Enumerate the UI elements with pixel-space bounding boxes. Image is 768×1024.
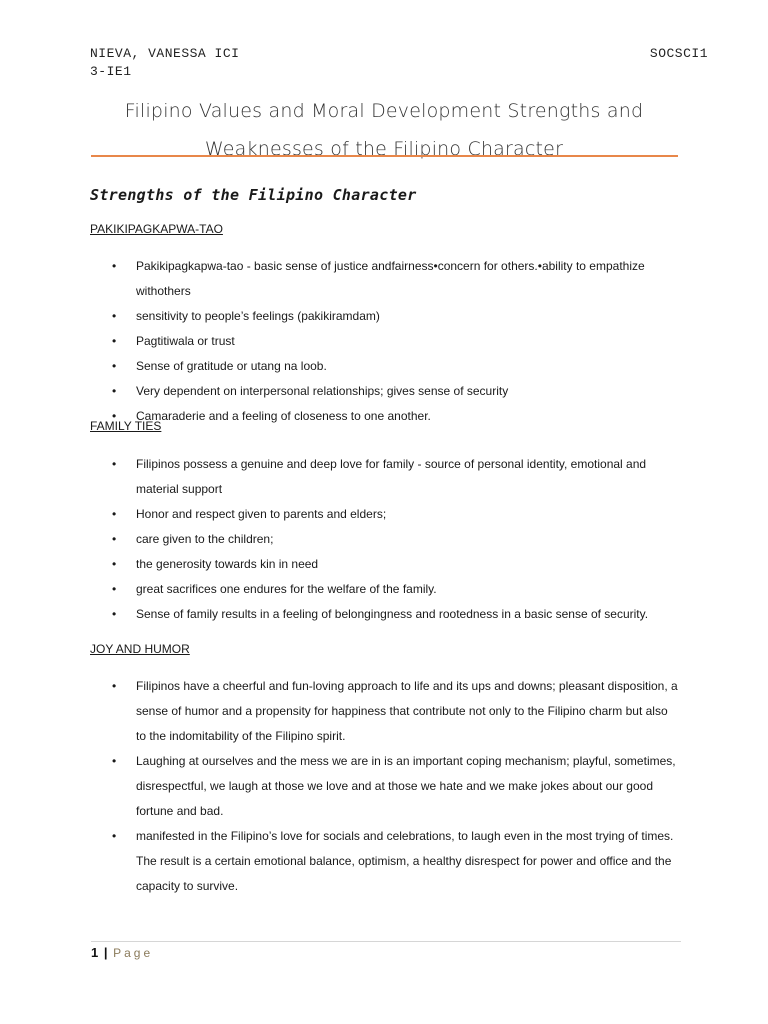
course-code: 3-IE1 [90,64,132,79]
page-label: Page [113,946,154,960]
list-item: • the generosity towards kin in need [90,552,680,577]
list-item: • Sense of family results in a feeling of belongingness and rootedness in a basic sense of security. [90,602,680,627]
subheading-family-ties: FAMILY TIES [90,419,162,433]
title-line-2: Weaknesses of the Filipino Character [204,138,564,160]
author-name: NIEVA, VANESSA ICI [90,46,240,61]
list-item: • Filipinos have a cheerful and fun-loving approach to life and its ups and downs; pleasant disposition, a sense of humor and a propensity for happiness that contribute not only to the Filipino charm but also to the indomitability of the Filipino spirit. [90,674,680,749]
section-heading: Strengths of the Filipino Character [90,186,417,204]
list-item: • Camaraderie and a feeling of closeness to one another. [90,404,680,429]
list-item: • great sacrifices one endures for the welfare of the family. [90,577,680,602]
list-item: • Laughing at ourselves and the mess we are in is an important coping mechanism; playful, sometimes, disrespectful, we laugh at those we love and at those we hate and we make jokes about our good fortune and bad. [90,749,680,824]
list-item: • Pakikipagkapwa-tao - basic sense of justice andfairness•concern for others.•ability to empathize withothers [90,254,680,304]
list-item: • Filipinos possess a genuine and deep love for family - source of personal identity, emotional and material support [90,452,680,502]
list-item: • Very dependent on interpersonal relationships; gives sense of security [90,379,680,404]
subheading-joy-and-humor: JOY AND HUMOR [90,642,190,656]
list-item: • manifested in the Filipino’s love for socials and celebrations, to laugh even in the most trying of times. The result is a certain emotional balance, optimism, a healthy disrespect for power and office and the capacity to survive. [90,824,680,899]
list-item: • care given to the children; [90,527,680,552]
list-item: • sensitivity to people’s feelings (pakikiramdam) [90,304,680,329]
title-line-1: Filipino Values and Moral Development Strengths and [124,100,644,122]
subject-code: SOCSCI1 [649,46,708,61]
footer-divider [91,941,681,942]
bullet-list-family-ties [90,452,680,627]
page-number: 1 [91,945,99,960]
page-separator: | [103,945,108,960]
subheading-pakikipagkapwa-tao: PAKIKIPAGKAPWA-TAO [90,222,223,236]
page-footer [91,945,153,960]
list-item: • Honor and respect given to parents and elders; [90,502,680,527]
bullet-list-joy-and-humor [90,674,680,899]
list-item: • Sense of gratitude or utang na loob. [90,354,680,379]
bullet-list-pakikipagkapwa-tao [90,254,680,429]
list-item: • Pagtitiwala or trust [90,329,680,354]
title-divider [91,155,678,157]
